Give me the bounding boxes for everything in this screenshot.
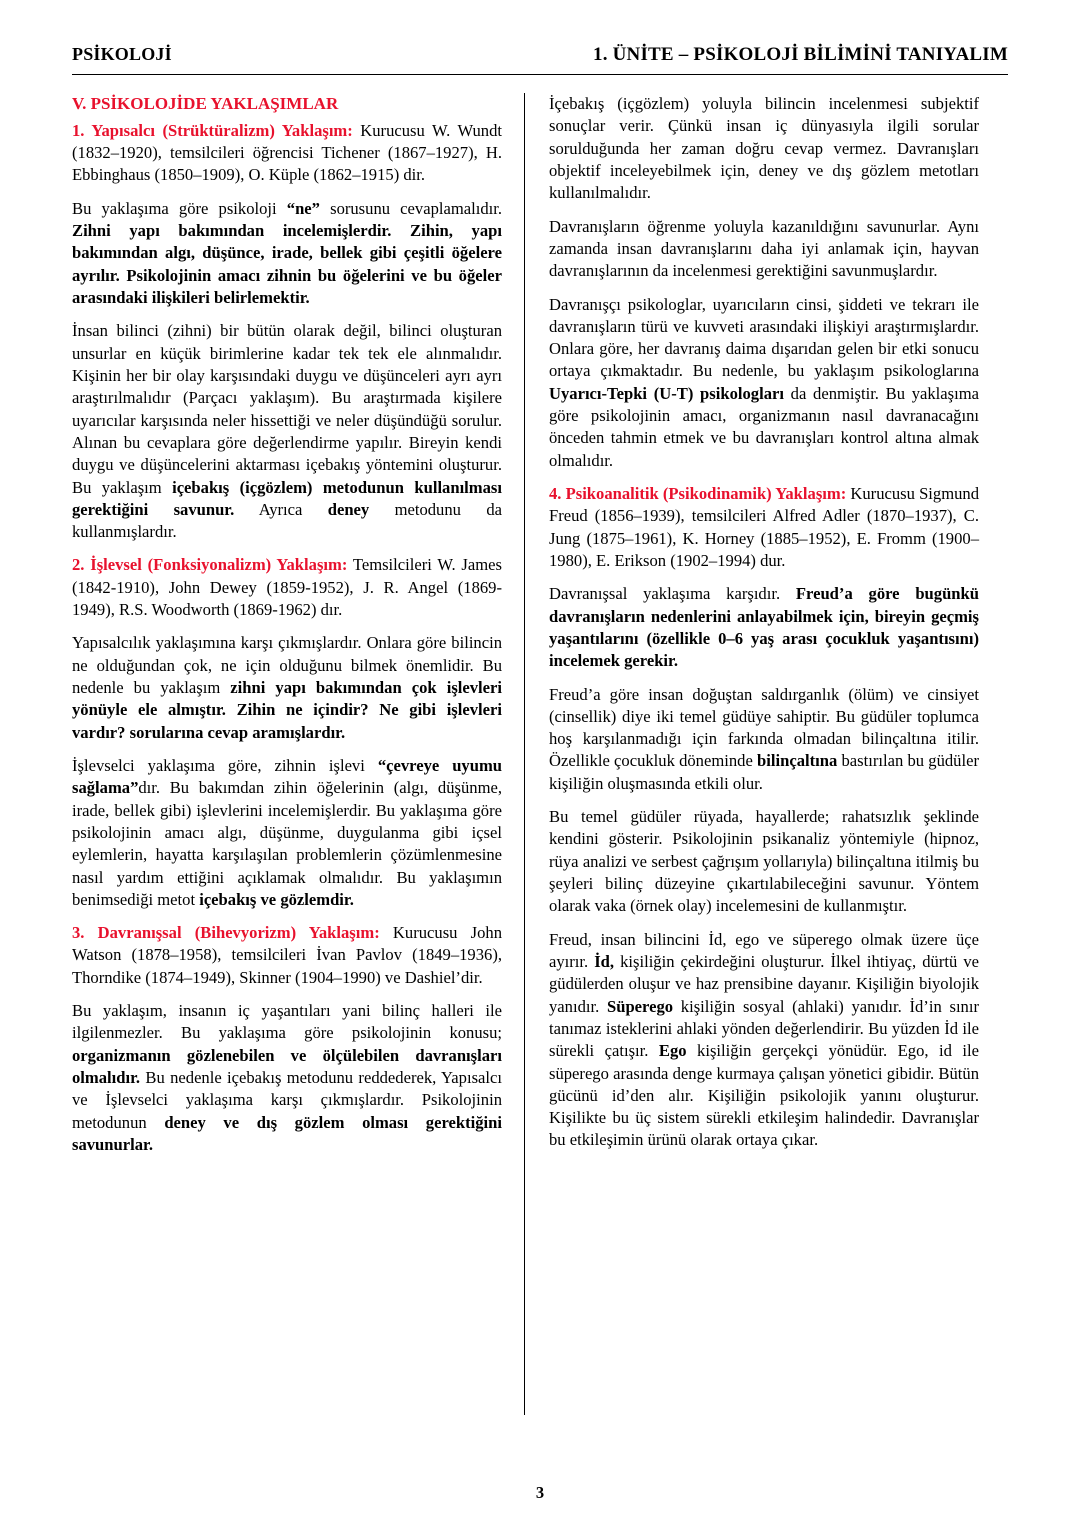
two-column-body <box>72 93 1008 1418</box>
para-islevselci-bold-1: “çevreye uyumu sağlama” <box>72 755 502 798</box>
paragraph-approach-1-intro <box>72 120 502 187</box>
para-yapisalcilik-bold: zihni yapı bakımından çok işlevleri yönüyle ele almıştır. Zihin ne içindir? Ne gibi işlevleri vardır? sorularına cevap aramışlardır. <box>72 678 502 742</box>
para-yapisalcilik-text: Yapısalcılık yaklaşımına karşı çıkmışlardır. Onlara göre bilincin ne olduğundan çok, ne için olduğunu bilmek önemlidir. Bu nedenle bu yaklaşım <box>72 633 502 698</box>
para-id-part4: kişiliğin gerçekçi yönüdür. Ego, id ile süperego arasında denge kurmaya çalışan yönetici gibidir. Bütün gücünü id’den alır. Kişiliğin psikolojik yanını oluşturur. Kişilikte bu üç sistem sürekli etkileşim halindedir. Davranışlar bu etkileşimin ürünü olarak ortaya çıkar. <box>549 1041 979 1150</box>
para-bu-yaklasim-bold-2: deney ve dış gözlem olması gerektiğini savunurlar. <box>72 1112 503 1154</box>
approach-1-title: 1. Yapısalcı (Strüktüralizm) Yaklaşım: <box>72 120 353 140</box>
section-heading-yaklasimlar: V. PSİKOLOJİDE YAKLAŞIMLAR <box>72 94 339 113</box>
paragraph-id-ego-superego <box>549 929 979 1152</box>
para-freud-part1: Freud’a göre insan doğuştan saldırganlık (ölüm) ve cinsiyet (cinsellik) diye iki temel güdüye sahiptir. Bu güdüler toplumca hoş karşılanmadığı için farkında olmadan bilinçaltına itilir. Özellikle çocukluk döneminde <box>549 684 979 771</box>
paragraph-davranissal-karsi <box>549 583 979 672</box>
para-islevselci-bold-2: içebakış ve gözlemdir. <box>199 889 354 909</box>
para-bu-yaklasim-bold-1: organizmanın gözlenebilen ve ölçülebilen davranışları olmalıdır. <box>72 1045 502 1088</box>
para-davranisci-bold: Uyarıcı-Tepki (U-T) psikologları <box>549 383 784 403</box>
approach-3-intro-text: Kurucusu John Watson (1878–1958), temsilcileri İvan Pavlov (1849–1936), Thorndike (1874–1949), Skinner (1904–1990) ve Dashiel’dir. <box>72 923 502 987</box>
header-divider-rule <box>72 74 1008 75</box>
approach-2-title: 2. İşlevsel (Fonksiyonalizm) Yaklaşım: <box>72 555 348 575</box>
approach-2-intro-text: Temsilcileri W. James (1842-1910), John Dewey (1859-1952), J. R. Angel (1869-1949), R.S. Woodworth (1869-1962) dır. <box>72 555 502 620</box>
header-left-title: PSİKOLOJİ <box>72 44 172 64</box>
paragraph-icebakis: İçebakış (içgözlem) yoluyla bilincin incelenmesi subjektif sonuçlar verir. Çünkü insan iç dünyasıyla ilgili sorular sorulduğunda her zaman doğru cevap vermez. Davranışları objektif inceleyebilmek için, deney ve dış gözlem metotları kullanılmalıdır. <box>549 94 979 203</box>
paragraph-approach-4-intro <box>549 483 979 572</box>
para-islevselci-part1: İşlevselci yaklaşıma göre, zihnin işlevi <box>72 755 378 775</box>
para-bilinc-bold-1: içebakış (içgözlem) metodunun kullanılması gerektiğini savunur. <box>72 477 502 519</box>
page-header <box>72 44 1008 72</box>
approach-1-intro-text: Kurucusu W. Wundt (1832–1920), temsilcileri öğrencisi Tichener (1867–1927), H. Ebbinghaus (1850–1909), O. Küple (1862–1915) dir. <box>72 120 502 185</box>
paragraph-bu-yaklasim-davranissal <box>72 1000 502 1156</box>
paragraph-yapisalcilik-karsi <box>72 632 502 744</box>
para-bilinc-bold-2: deney <box>327 499 370 519</box>
paragraph-approach-2-intro <box>72 554 502 621</box>
approach-4-title: 4. Psikoanalitik (Psikodinamik) Yaklaşım: <box>549 484 847 503</box>
para-bilinc-mid: Ayrıca <box>234 499 328 519</box>
para-ne-part2: sorusunu cevaplamalıdır. <box>319 198 502 218</box>
paragraph-islevselci <box>72 755 502 911</box>
para-bu-yaklasim-part1: Bu yaklaşım, insanın iç yaşantıları yani bilinç halleri ile ilgilenmezler. Bu yaklaşıma göre psikolojinin konusu; <box>72 1001 502 1043</box>
header-right-title: 1. ÜNİTE – PSİKOLOJİ BİLİMİNİ TANIYALIM <box>593 44 1008 65</box>
para-bilinc-text: İnsan bilinci (zihni) bir bütün olarak değil, bilinci oluşturan unsurlar en küçük birimlerine kadar tek tek ele alınmalıdır. Kişinin her bir olay karşısındaki duygu ve düşünceleri ayrı ayrı araştırılmalıdır (Parçacı yaklaşım). Bu araştırmada kişilere uyarıcılar karşısında neler hissettiği ve neler düşündüğü sorulur. Alınan bu cevaplara göre değerlendirme yapılır. Bireyin kendi duygu ve düşüncelerini aktarması içebakış yöntemini oluşturur. Bu yaklaşım <box>72 321 502 497</box>
para-ne-quoted: “ne” <box>286 198 320 218</box>
paragraph-ne-sorusu <box>72 198 502 310</box>
para-ne-part1: Bu yaklaşıma göre psikoloji <box>72 198 287 218</box>
para-freud-part2: bastırılan bu güdüler kişiliğin oluşmasında etkili olur. <box>549 751 979 793</box>
para-davranisci-part2: da denmiştir. Bu yaklaşıma göre psikolojinin amacı, organizmanın nasıl davranacağını önceden tahmin etmek ve bu davranışları kontrol altına almak olmalıdır. <box>549 383 980 470</box>
para-freud-bold: bilinçaltına <box>757 751 838 771</box>
para-islevselci-part2: dır. Bu bakımdan zihin öğelerinin (algı, düşünme, irade, bellek gibi) işlevlerini incelemişlerdir. Bu yaklaşıma göre psikolojinin amacı algı, düşünme, duygulanma gibi içsel eylemlerin, hayatta karşılaşılan problemlerin çözümlenmesine nasıl yardım ettiğini açıklamak olmalıdır. Bu yaklaşımın benimsediği metot <box>72 778 502 909</box>
para-bilinc-end: metodunu da kullanmışlardır. <box>72 499 502 542</box>
paragraph-freud-gudu <box>549 684 979 796</box>
para-id-part1: Freud, insan bilincini İd, ego ve süperego olmak üzere üçe ayırır. <box>549 929 979 971</box>
approach-3-title: 3. Davranışsal (Bihevyorizm) Yaklaşım: <box>72 923 380 943</box>
approach-4-intro-text: Kurucusu Sigmund Freud (1856–1939), temsilcileri Alfred Adler (1870–1937), C. Jung (1875–1961), K. Horney (1885–1952), E. Fromm (1900–1980), E. Erikson (1902–1994) dur. <box>549 484 979 570</box>
para-davranisci-part1: Davranışçı psikologlar, uyarıcıların cinsi, şiddeti ve tekrarı ile davranışların türü ve kuvveti arasındaki ilişkiyi araştırmışlardır. Onlara göre, her davranış daima dışarıdan gelen bir etki sonucu ortaya çıkmaktadır. Bu nedenle, bu yaklaşım psikologlarına <box>549 294 979 381</box>
para-id-part2: kişiliğin çekirdeğini oluşturur. İlkel ihtiyaç, dürtü ve güdülerden oluşur ve haz prensibine dayanır. Kişiliğin biyolojik yanıdır. <box>549 951 979 1016</box>
right-column <box>525 93 979 1418</box>
page-number: 3 <box>535 1483 545 1502</box>
para-id-part3: kişiliğin sosyal (ahlaki) yanıdır. İd’in sınır tanımaz isteklerini ahlaki yönden değerlendirir. Bu yüzden İd ile sürekli çatışır. <box>549 996 979 1061</box>
left-column <box>72 93 524 1418</box>
para-id-bold-ego: Ego <box>658 1041 687 1061</box>
para-id-bold-id: İd, <box>594 951 615 971</box>
paragraph-insan-bilinci <box>72 320 502 543</box>
para-davranissal-bold: Freud’a göre bugünkü davranışların nedenlerini anlayabilmek için, bireyin geçmiş yaşantılarını (özellikle 0–6 yaş arası çocukluk yaşantısını) incelemek gerekir. <box>549 584 979 671</box>
para-davranissal-part1: Davranışsal yaklaşıma karşıdır. <box>549 584 796 604</box>
paragraph-approach-3-intro <box>72 922 502 989</box>
paragraph-temel-gudu-ruya: Bu temel güdüler rüyada, hayallerde; rahatsızlık şeklinde kendini gösterir. Psikolojinin psikanaliz yöntemiyle (hipnoz, rüya analizi ve serbest çağrışım yollarıyla) bilinçaltına itilmiş bu şeyleri bilinç düzeyine çıkartılabileceğini savunur. Yöntem olarak vaka (örnek olay) incelemesini de kullanmıştır. <box>549 807 979 916</box>
para-bu-yaklasim-part2: Bu nedenle içebakış metodunu reddederek, Yapısalcı ve İşlevselci yaklaşıma karşı çıkmışlardır. Psikolojinin metodunun <box>72 1068 502 1132</box>
para-ne-bold-part: Zihni yapı bakımından incelemişlerdir. Zihin, yapı bakımından algı, düşünce, irade, bellek gibi çeşitli öğelere ayrılır. Psikolojinin amacı zihnin bu öğelerini ve bu öğeler arasındaki ilişkileri belirlemektir. <box>72 221 502 308</box>
paragraph-davranisci-psikologlar <box>549 294 979 473</box>
para-id-bold-superego: Süperego <box>606 996 674 1016</box>
paragraph-davranislarin-ogrenme: Davranışların öğrenme yoluyla kazanıldığını savunurlar. Aynı zamanda insan davranışlarını daha iyi anlamak için, hayvan davranışlarının da incelenmesi gerektiğini savunmuşlardır. <box>549 216 979 281</box>
